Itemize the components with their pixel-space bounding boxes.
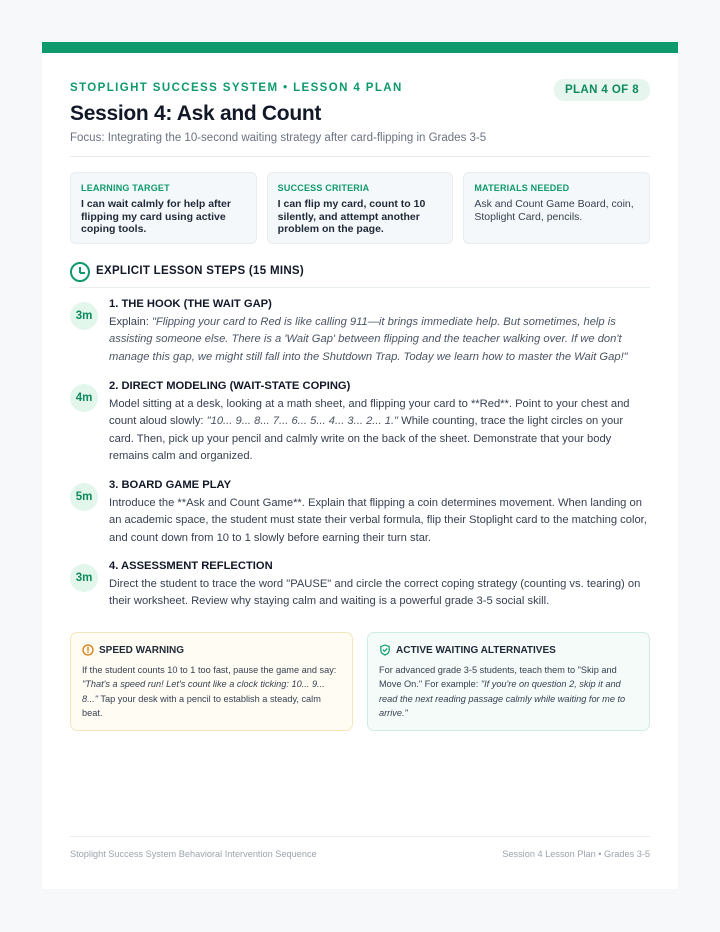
step-title: 4. ASSESSMENT REFLECTION <box>109 560 273 572</box>
step-time-badge: 4m <box>70 384 98 412</box>
callout-text <box>379 663 638 721</box>
step-title: 2. DIRECT MODELING (WAIT-STATE COPING) <box>109 380 351 392</box>
card-text: I can flip my card, count to 10 silently, and attempt another problem on the page. <box>277 198 426 235</box>
callout-text-plain: Tap your desk with a pencil to establish a steady, calm beat. <box>82 693 321 719</box>
shield-check-icon <box>379 644 391 656</box>
focus-line: Focus: Integrating the 10-second waiting strategy after card-flipping in Grades 3-5 <box>70 132 487 144</box>
card-title: MATERIALS NEEDED <box>474 183 570 193</box>
objective-cards <box>70 172 650 244</box>
callout-text-quote: "That's a speed run! Let's count like a clock ticking: 10... 9... 8..." <box>82 679 325 704</box>
step-text-plain: Explain: <box>109 316 152 328</box>
callout-text-plain: If the student counts 10 to 1 too fast, pause the game and say: <box>82 665 337 675</box>
card-title: SUCCESS CRITERIA <box>277 183 370 193</box>
success-criteria-card <box>267 172 454 244</box>
step-title: 3. BOARD GAME PLAY <box>109 479 232 491</box>
step-body <box>109 297 650 366</box>
callout-header <box>379 644 638 656</box>
materials-card <box>463 172 650 244</box>
callout-text-plain: For advanced grade 3-5 students, teach them to "Skip and Move On." For example: <box>379 665 617 690</box>
step-text <box>109 314 650 366</box>
card-text: Ask and Count Game Board, coin, Stoplight Card, pencils. <box>474 198 634 223</box>
accent-bar <box>42 42 678 53</box>
page-footer <box>70 849 650 859</box>
plan-badge: PLAN 4 OF 8 <box>554 79 650 101</box>
step-text <box>109 396 650 466</box>
step-title: 1. THE HOOK (THE WAIT GAP) <box>109 298 272 310</box>
section-title: EXPLICIT LESSON STEPS (15 MINS) <box>96 265 305 277</box>
step-text-plain: While counting, trace the light circles on your card. Then, pick up your pencil and calmly write on the back of the sheet. Demonstrate that your body remains calm and organized. <box>109 415 624 463</box>
callout-row <box>70 632 650 731</box>
page-header <box>70 82 650 144</box>
callout-title: ACTIVE WAITING ALTERNATIVES <box>396 644 556 656</box>
series-eyebrow: STOPLIGHT SUCCESS SYSTEM • LESSON 4 PLAN <box>70 82 403 94</box>
lesson-plan-page <box>42 42 678 889</box>
header-divider <box>70 156 650 157</box>
lesson-steps-header <box>70 262 650 288</box>
step-body <box>109 379 650 466</box>
footer-left: Stoplight Success System Behavioral Intervention Sequence <box>70 849 317 859</box>
page-title: Session 4: Ask and Count <box>70 102 322 125</box>
step-body <box>109 478 650 547</box>
step-text-plain: Direct the student to trace the word "PAUSE" and circle the correct coping strategy (counting vs. tearing) on their worksheet. Review why staying calm and waiting is a powerful grade 3-5 social skill. <box>109 578 641 608</box>
card-title: LEARNING TARGET <box>81 183 170 193</box>
alert-circle-icon <box>82 644 94 656</box>
step-text-quote: "10... 9... 8... 7... 6... 5... 4... 3... 2... 1." <box>206 415 399 428</box>
step-time-badge: 3m <box>70 302 98 330</box>
callout-text-quote: "If you're on question 2, skip it and read the next reading passage calmly while waiting for me to arrive." <box>379 679 626 719</box>
active-waiting-callout <box>367 632 650 731</box>
footer-right: Session 4 Lesson Plan • Grades 3-5 <box>502 849 650 859</box>
step-body <box>109 559 650 611</box>
card-text: I can wait calmly for help after flipping my card using active coping tools. <box>81 198 231 235</box>
step-time-badge: 5m <box>70 483 98 511</box>
step-text <box>109 576 650 611</box>
speed-warning-callout <box>70 632 353 731</box>
learning-target-card <box>70 172 257 244</box>
step-text-plain: Introduce the **Ask and Count Game**. Explain that flipping a coin determines movement. When landing on an academic space, the student must state their verbal formula, flip their Stoplight card to the matching color, and count down from 10 to 1 slowly before earning their turn star. <box>109 497 647 544</box>
callout-text <box>82 663 341 721</box>
callout-title: SPEED WARNING <box>99 644 185 656</box>
clock-icon <box>70 262 90 282</box>
step-text-plain: Model sitting at a desk, looking at a math sheet, and flipping your card to **Red**. Point to your chest and count aloud slowly: <box>109 398 630 428</box>
footer-divider <box>70 836 650 837</box>
callout-header <box>82 644 341 656</box>
step-text-quote: "Flipping your card to Red is like calling 911—it brings immediate help. But sometimes, help is assisting someone else. There is a 'Wait Gap' between flipping and the teacher walking over. If we don't manage this gap, we might still fall into the Shutdown Trap. Today we learn how to master the Wait Gap!" <box>109 316 628 363</box>
step-time-badge: 3m <box>70 564 98 592</box>
step-text <box>109 495 650 547</box>
